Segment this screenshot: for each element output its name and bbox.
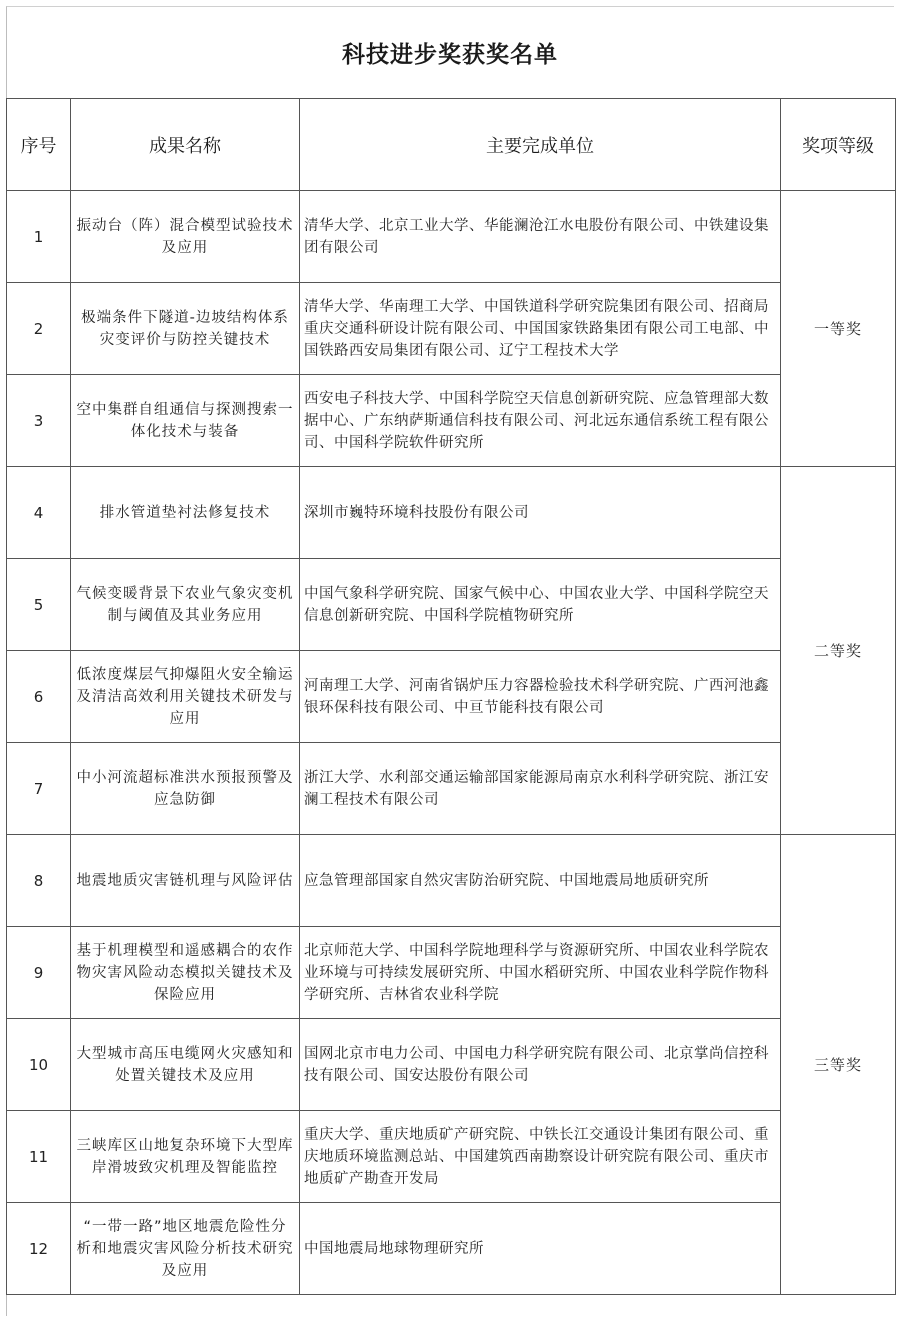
header-level: 奖项等级 — [781, 99, 896, 191]
row-no: 3 — [7, 375, 71, 467]
row-name: 低浓度煤层气抑爆阻火安全输运及清洁高效利用关键技术研发与应用 — [71, 651, 300, 743]
row-no: 1 — [7, 191, 71, 283]
row-name: “一带一路”地区地震危险性分析和地震灾害风险分析技术研究及应用 — [71, 1203, 300, 1295]
row-units: 西安电子科技大学、中国科学院空天信息创新研究院、应急管理部大数据中心、广东纳萨斯通信科技有限公司、河北远东通信系统工程有限公司、中国科学院软件研究所 — [300, 375, 781, 467]
row-no: 5 — [7, 559, 71, 651]
table-row — [7, 927, 896, 1019]
row-name: 排水管道垫衬法修复技术 — [71, 467, 300, 559]
row-name: 空中集群自组通信与探测搜索一体化技术与装备 — [71, 375, 300, 467]
table-row — [7, 743, 896, 835]
row-name: 中小河流超标准洪水预报预警及应急防御 — [71, 743, 300, 835]
row-units: 中国气象科学研究院、国家气候中心、中国农业大学、中国科学院空天信息创新研究院、中国科学院植物研究所 — [300, 559, 781, 651]
page-title: 科技进步奖获奖名单 — [342, 41, 558, 68]
table-row — [7, 191, 896, 283]
row-no: 12 — [7, 1203, 71, 1295]
row-name: 三峡库区山地复杂环境下大型库岸滑坡致灾机理及智能监控 — [71, 1111, 300, 1203]
row-no: 7 — [7, 743, 71, 835]
header-units: 主要完成单位 — [300, 99, 781, 191]
table-row — [7, 1019, 896, 1111]
table-header-row — [7, 99, 896, 191]
row-units: 深圳市巍特环境科技股份有限公司 — [300, 467, 781, 559]
table-row — [7, 375, 896, 467]
row-units: 中国地震局地球物理研究所 — [300, 1203, 781, 1295]
level-second: 二等奖 — [781, 467, 896, 835]
row-name: 振动台（阵）混合模型试验技术及应用 — [71, 191, 300, 283]
row-name: 地震地质灾害链机理与风险评估 — [71, 835, 300, 927]
table-row — [7, 1203, 896, 1295]
row-name: 大型城市高压电缆网火灾感知和处置关键技术及应用 — [71, 1019, 300, 1111]
row-no: 2 — [7, 283, 71, 375]
row-units: 河南理工大学、河南省锅炉压力容器检验技术科学研究院、广西河池鑫银环保科技有限公司、中亘节能科技有限公司 — [300, 651, 781, 743]
row-name: 基于机理模型和遥感耦合的农作物灾害风险动态模拟关键技术及保险应用 — [71, 927, 300, 1019]
row-name: 极端条件下隧道-边坡结构体系灾变评价与防控关键技术 — [71, 283, 300, 375]
table-row — [7, 1111, 896, 1203]
row-no: 11 — [7, 1111, 71, 1203]
row-name: 气候变暖背景下农业气象灾变机制与阈值及其业务应用 — [71, 559, 300, 651]
table-row — [7, 283, 896, 375]
row-units: 清华大学、华南理工大学、中国铁道科学研究院集团有限公司、招商局重庆交通科研设计院有限公司、中国国家铁路集团有限公司工电部、中国铁路西安局集团有限公司、辽宁工程技术大学 — [300, 283, 781, 375]
header-no: 序号 — [7, 99, 71, 191]
row-units: 北京师范大学、中国科学院地理科学与资源研究所、中国农业科学院农业环境与可持续发展研究所、中国水稻研究所、中国农业科学院作物科学研究所、吉林省农业科学院 — [300, 927, 781, 1019]
row-units: 应急管理部国家自然灾害防治研究院、中国地震局地质研究所 — [300, 835, 781, 927]
row-units: 清华大学、北京工业大学、华能澜沧江水电股份有限公司、中铁建设集团有限公司 — [300, 191, 781, 283]
row-no: 10 — [7, 1019, 71, 1111]
row-no: 8 — [7, 835, 71, 927]
row-no: 9 — [7, 927, 71, 1019]
level-first: 一等奖 — [781, 191, 896, 467]
table-row — [7, 651, 896, 743]
table-row — [7, 559, 896, 651]
awards-table — [6, 98, 896, 1295]
row-units: 重庆大学、重庆地质矿产研究院、中铁长江交通设计集团有限公司、重庆地质环境监测总站、中国建筑西南勘察设计研究院有限公司、重庆市地质矿产勘查开发局 — [300, 1111, 781, 1203]
row-units: 国网北京市电力公司、中国电力科学研究院有限公司、北京掌尚信控科技有限公司、国安达股份有限公司 — [300, 1019, 781, 1111]
row-no: 4 — [7, 467, 71, 559]
row-units: 浙江大学、水利部交通运输部国家能源局南京水利科学研究院、浙江安澜工程技术有限公司 — [300, 743, 781, 835]
level-third: 三等奖 — [781, 835, 896, 1295]
table-row — [7, 835, 896, 927]
table-row — [7, 467, 896, 559]
header-name: 成果名称 — [71, 99, 300, 191]
row-no: 6 — [7, 651, 71, 743]
